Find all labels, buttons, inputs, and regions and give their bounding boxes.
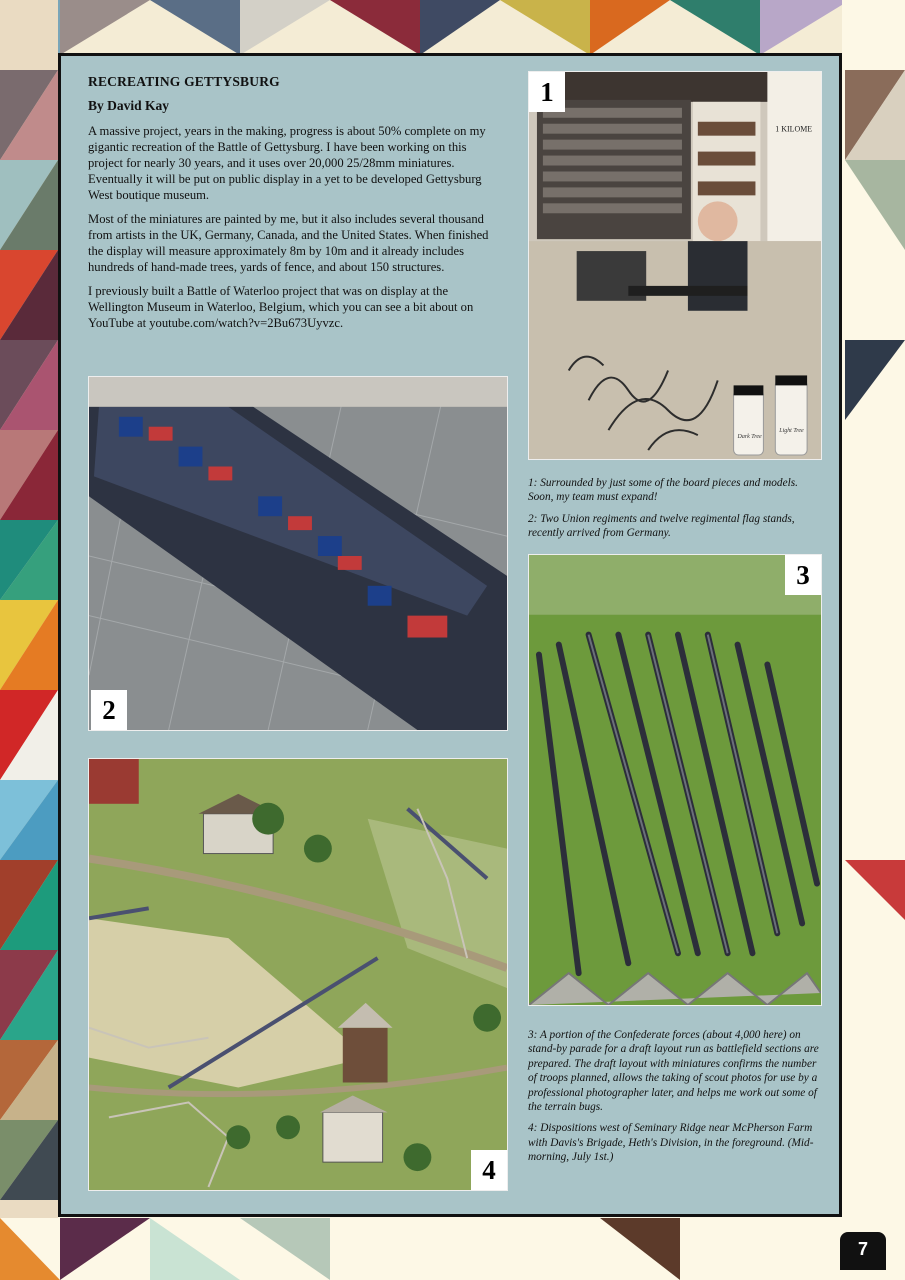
- captions-3-4: [528, 1028, 826, 1172]
- jar-label-dark: Dark Tree: [737, 434, 762, 441]
- captions-1-2: [528, 476, 826, 548]
- bottom-pattern: [0, 1218, 842, 1280]
- jar-label-light: Light Tree: [779, 428, 804, 435]
- article-panel: [58, 53, 842, 1217]
- sign-text: 1 KILOME: [775, 124, 813, 134]
- left-pattern: [0, 0, 58, 1280]
- photo-number-4: 4: [471, 1150, 507, 1190]
- confederate-image: [529, 555, 821, 1005]
- seminary-ridge-image: [89, 759, 507, 1190]
- caption-2: 2: Two Union regiments and twelve regimental flag stands, recently arrived from Germany.: [528, 512, 795, 540]
- right-pattern: [842, 0, 905, 1280]
- photo-number-1: 1: [529, 72, 565, 112]
- top-pattern: [0, 0, 905, 55]
- photo-seminary-ridge: [88, 758, 508, 1191]
- caption-3: 3: A portion of the Confederate forces (about 4,000 here) on stand-by parade for a draft layout run as battlefield sections are prepared. The draft layout with miniatures confirms the number of troops planned, allows the taking of scout photos for use by a professional photographer later, and helps me work out some of the terrain bugs.: [528, 1029, 819, 1114]
- person-head: [698, 201, 738, 241]
- page-number: 7: [840, 1232, 886, 1270]
- caption-4: 4: Dispositions west of Seminary Ridge near McPherson Farm with Davis's Brigade, Heth's Division, in the foreground. (Mid-morning, July 1st.): [528, 1122, 814, 1164]
- article-title: RECREATING GETTYSBURG: [88, 74, 280, 89]
- photo-workshop: [528, 71, 822, 460]
- photo-number-2: 2: [91, 690, 127, 730]
- article-paragraph-3: I previously built a Battle of Waterloo project that was on display at the Wellington Museum in Waterloo, Belgium, which you can see a bit about on YouTube at youtube.com/watch?v=2Bu673Uyvzc.: [88, 284, 474, 330]
- regiments-image: [89, 377, 507, 730]
- article-text: [88, 74, 493, 339]
- article-paragraph-2: Most of the miniatures are painted by me, but it also includes several thousand from artists in the UK, Germany, Canada, and the United States. When finished the display will measure approximately 8m by 10m and it already includes hundreds of hand-made trees, yards of fence, and about 150 structures.: [88, 212, 489, 274]
- photo-number-3: 3: [785, 555, 821, 595]
- caption-1: 1: Surrounded by just some of the board pieces and models. Soon, my team must expand!: [528, 477, 798, 504]
- photo-confederate-forces: [528, 554, 822, 1006]
- article-paragraph-1: A massive project, years in the making, progress is about 50% complete on my gigantic recreation of the Battle of Gettysburg. I have been working on this project for nearly 30 years, and it uses over 20,000 25/28mm miniatures. Eventually it will be put on public display in a yet to be developed Gettysburg West boutique museum.: [88, 124, 486, 202]
- article-byline: By David Kay: [88, 98, 170, 113]
- photo-union-regiments: [88, 376, 508, 731]
- workshop-image: [529, 72, 821, 459]
